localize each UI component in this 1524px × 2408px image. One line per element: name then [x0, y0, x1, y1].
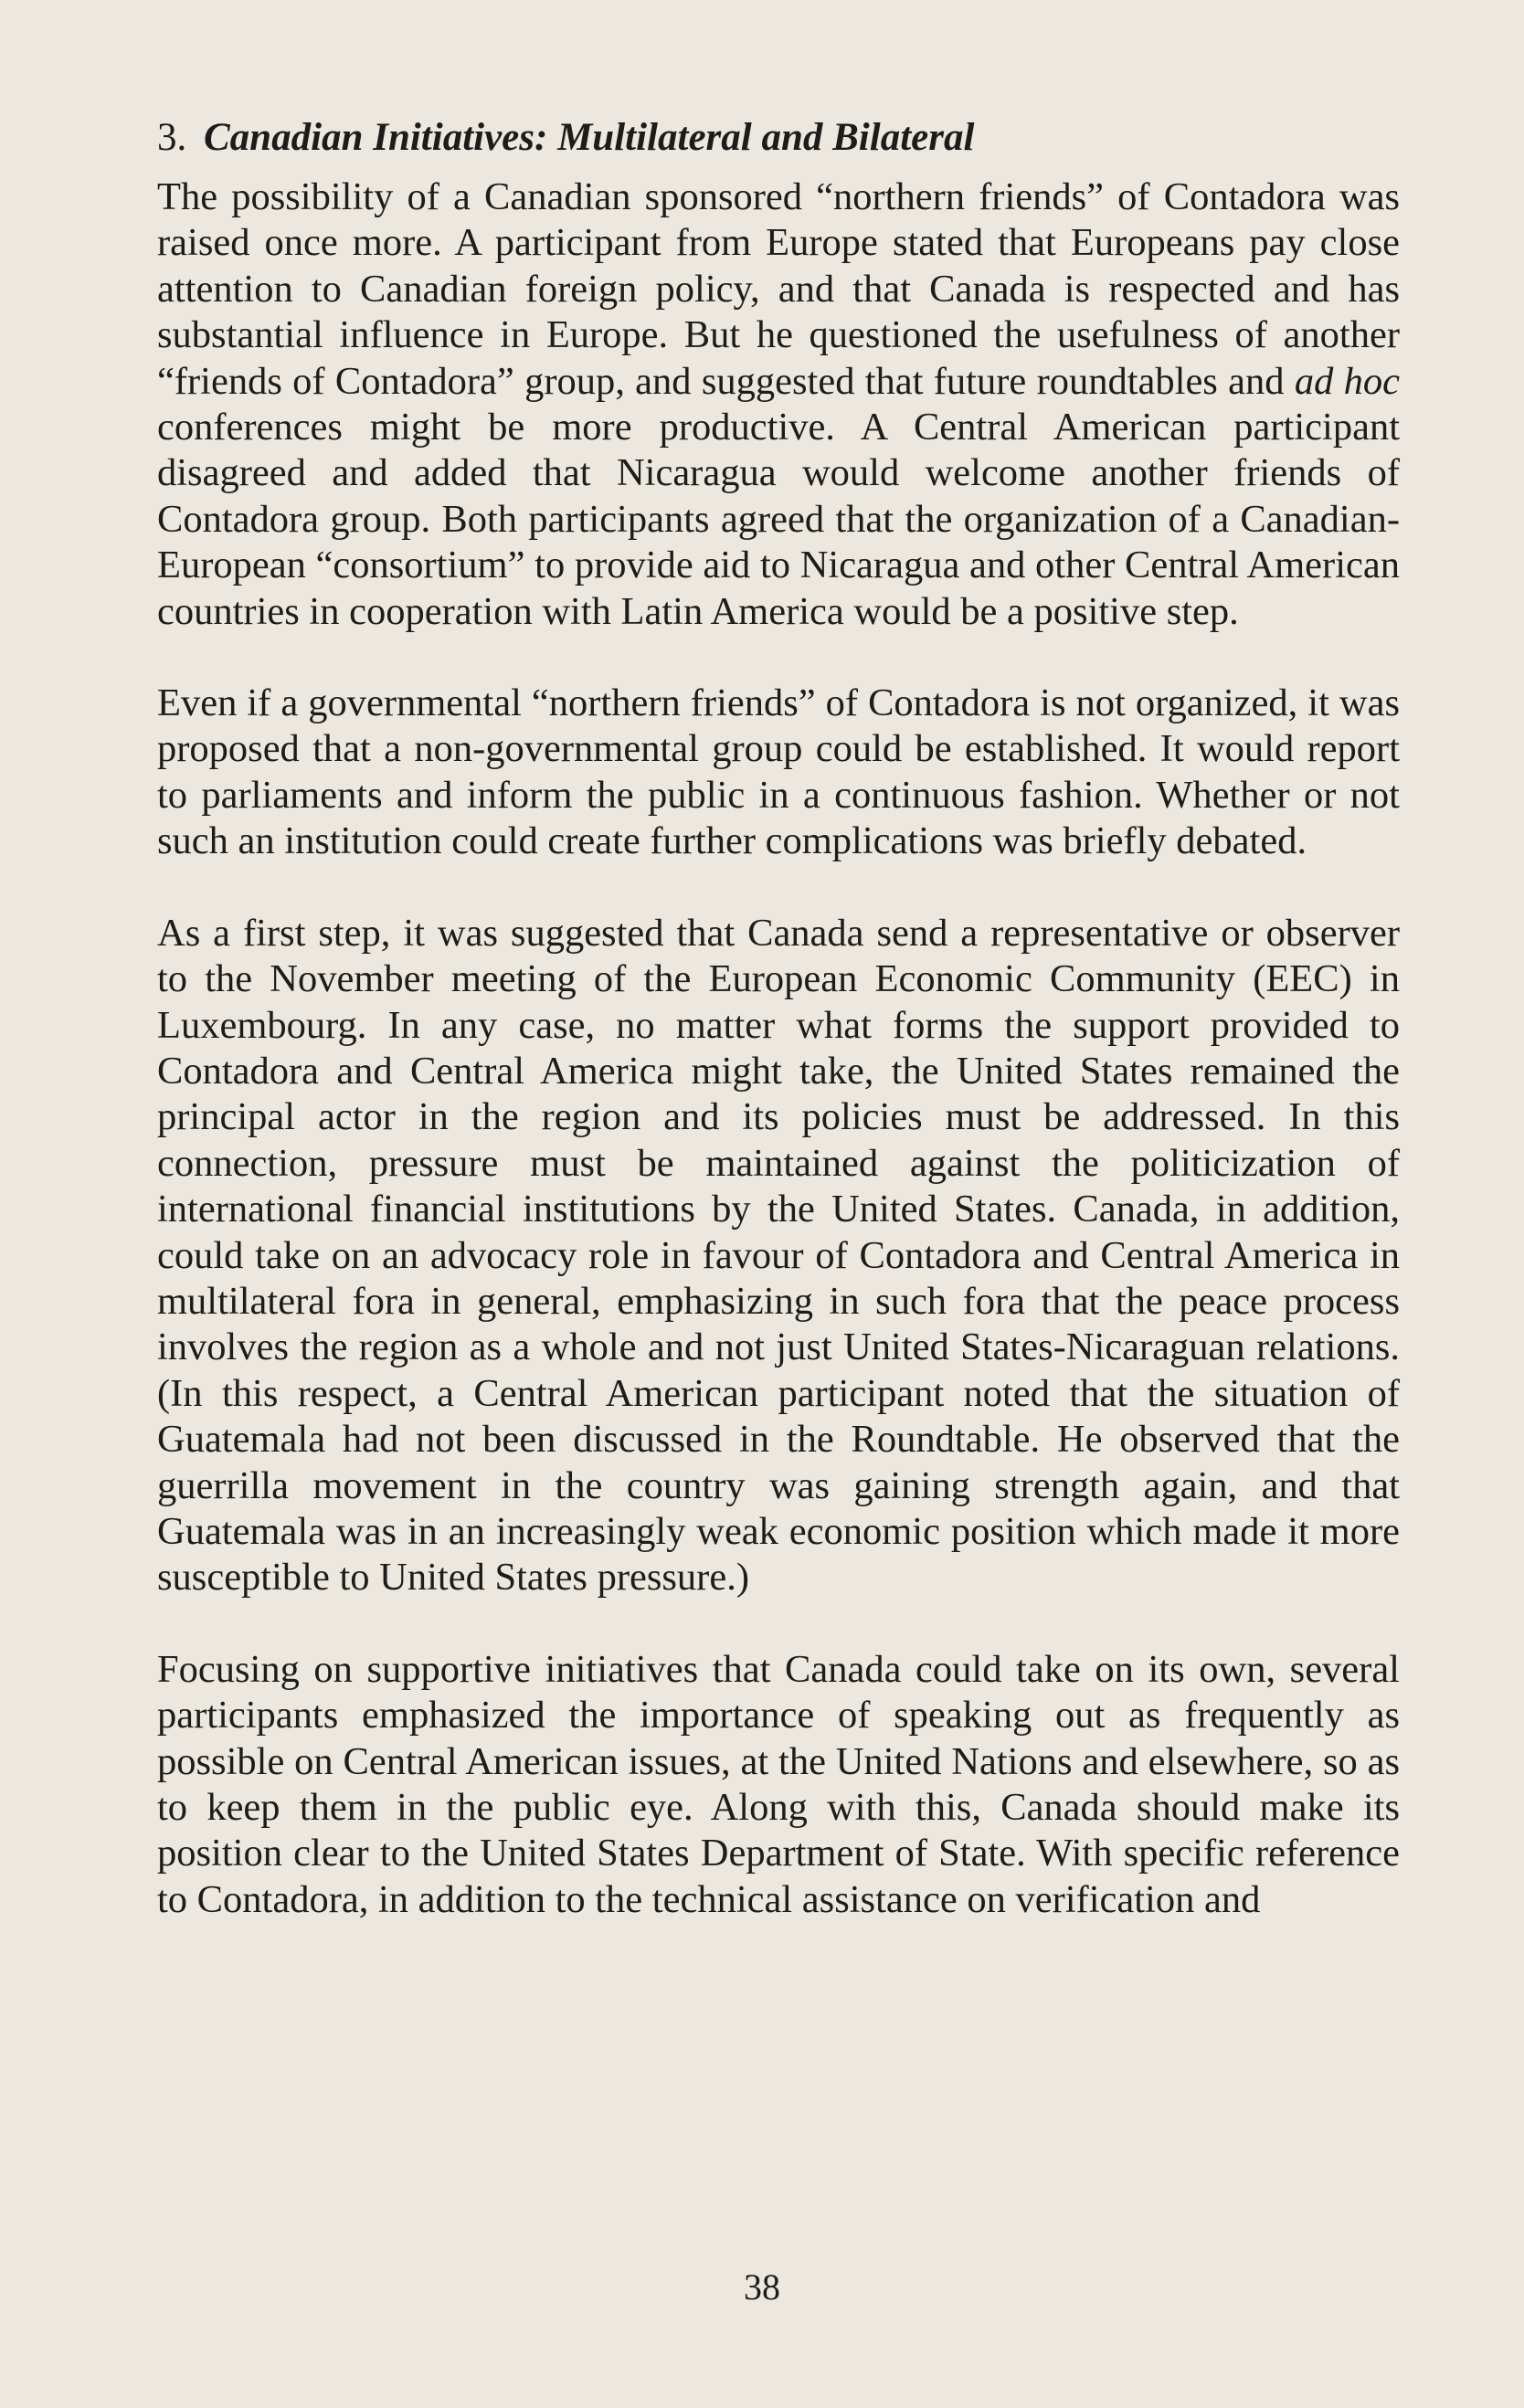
paragraph-4: Focusing on supportive initiatives that Canada could take on its own, several participants emphasized the importance of speaking out as frequently as possible on Central American issues, at the United Nations and elsewhere, so as to keep them in the public eye. Along with this, Canada should make its position clear to the United States Department of State. With specific reference to Contadora, in addition to the technical assistance on verification and: [157, 1647, 1400, 1921]
paragraph-2: Even if a governmental “northern friends” of Contadora is not organized, it was proposed that a non-governmental group could be established. It would report to parliaments and inform the public in a continuous fashion. Whether or not such an institution could create further complications was briefly debated.: [157, 681, 1400, 863]
page-number: 38: [744, 2266, 780, 2308]
paragraph-1-italic: ad hoc: [1294, 359, 1400, 403]
section-number: 3.: [157, 116, 187, 159]
page-body: [157, 114, 1400, 1969]
paragraph-1-part-b: conferences might be more productive. A Central American participant disagreed and added that Nicaragua would welcome another friends of Contadora group. Both participants agreed that the organization of a Canadian-European “consortium” to provide aid to Nicaragua and other Central American countries in cooperation with Latin America would be a positive step.: [157, 406, 1400, 633]
paragraph-1: [157, 174, 1400, 635]
section-title: Canadian Initiatives: Multilateral and Bilateral: [204, 116, 975, 159]
paragraph-1-part-a: The possibility of a Canadian sponsored “northern friends” of Contadora was raised once more. A participant from Europe stated that Europeans pay close attention to Canadian foreign policy, and that Canada is respected and has substantial influence in Europe. But he questioned the usefulness of another “friends of Contadora” group, and suggested that future roundtables and: [157, 175, 1400, 403]
paragraph-3: As a first step, it was suggested that Canada send a representative or observer to the November meeting of the European Economic Community (EEC) in Luxembourg. In any case, no matter what forms the support provided to Contadora and Central America might take, the United States remained the principal actor in the region and its policies must be addressed. In this connection, pressure must be maintained against the politicization of international financial institutions by the United States. Canada, in addition, could take on an advocacy role in favour of Contadora and Central America in multilateral fora in general, emphasizing in such fora that the peace process involves the region as a whole and not just United States-Nicaraguan relations. (In this respect, a Central American participant noted that the situation of Guatemala had not been discussed in the Roundtable. He observed that the guerrilla movement in the country was gaining strength again, and that Guatemala was in an increasingly weak economic position which made it more susceptible to United States pressure.): [157, 911, 1400, 1600]
section-heading: [157, 114, 1400, 162]
